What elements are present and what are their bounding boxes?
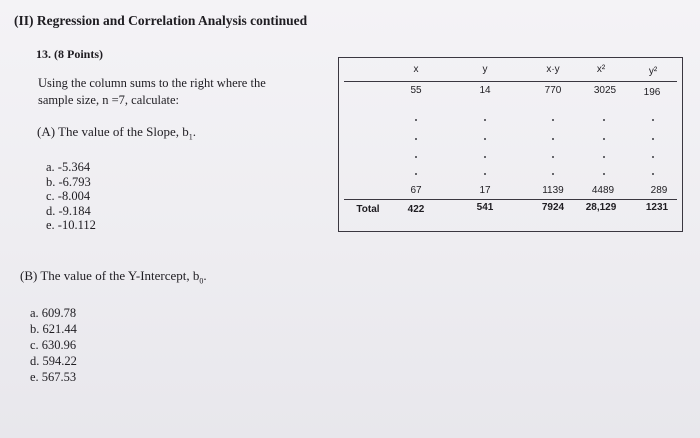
total-x-squared: 28,129: [585, 202, 617, 213]
total-label: Total: [356, 204, 380, 215]
question-instructions: [38, 75, 266, 109]
part-a-option-e: e. -10.112: [46, 218, 96, 233]
total-y-squared: 1231: [645, 202, 669, 213]
ellipsis-dot: [552, 173, 554, 175]
part-a-option-b: b. -6.793: [46, 174, 91, 189]
first-row-y-squared: 196: [643, 87, 661, 98]
ellipsis-dot: [552, 119, 554, 121]
header-y-squared: y²: [648, 66, 658, 77]
ellipsis-dot: [484, 156, 486, 158]
ellipsis-dot: [652, 156, 654, 158]
total-x: 422: [407, 204, 425, 215]
part-b-option-e: e. 567.53: [30, 370, 77, 384]
header-x-squared: x²: [596, 64, 606, 75]
ellipsis-dot: [484, 138, 486, 140]
ellipsis-dot: [552, 138, 554, 140]
part-a-prompt-end: .: [192, 124, 196, 139]
part-b-option-a: a. 609.78: [30, 306, 77, 320]
ellipsis-dot: [603, 173, 605, 175]
ellipsis-dot: [603, 156, 605, 158]
part-b-option-b: b. 621.44: [30, 322, 77, 336]
part-a-option-d: d. -9.184: [46, 203, 91, 218]
instruction-line-2: sample size, n =7, calculate:: [38, 93, 180, 107]
total-y: 541: [476, 202, 494, 213]
ellipsis-dot: [603, 119, 605, 121]
ellipsis-dot: [652, 119, 654, 121]
ellipsis-dot: [415, 156, 417, 158]
part-b-prompt-text: (B) The value of the Y-Intercept, b: [20, 268, 200, 283]
total-xy: 7924: [541, 202, 565, 213]
part-a-option-c: c. -8.004: [46, 189, 91, 204]
section-heading: (II) Regression and Correlation Analysis continued: [14, 13, 308, 28]
part-a-prompt: [37, 124, 196, 140]
part-b-option-d: d. 594.22: [30, 354, 77, 368]
ellipsis-dot: [552, 156, 554, 158]
part-b-options: [30, 305, 77, 385]
ellipsis-dot: [484, 173, 486, 175]
first-row-y: 14: [479, 85, 491, 96]
ellipsis-dot: [415, 138, 417, 140]
last-row-x-squared: 4489: [591, 185, 615, 196]
ellipsis-dot: [415, 119, 417, 121]
part-a-prompt-subscript: 1: [188, 132, 193, 142]
question-number: 13. (8 Points): [36, 47, 103, 61]
first-row-x: 55: [410, 85, 422, 96]
data-table: [338, 57, 683, 232]
part-a-options: [46, 160, 96, 233]
part-b-prompt: [20, 268, 207, 284]
last-row-xy: 1139: [542, 185, 564, 196]
last-row-y: 17: [479, 185, 491, 196]
part-a-option-a: a. -5.364: [46, 160, 91, 174]
first-row-x-squared: 3025: [593, 85, 617, 96]
part-b-prompt-subscript: 0: [199, 276, 204, 286]
ellipsis-dot: [652, 173, 654, 175]
last-row-y-squared: 289: [650, 185, 668, 196]
header-xy: x·y: [546, 64, 560, 75]
part-a-prompt-text: (A) The value of the Slope, b: [37, 124, 189, 139]
header-rule: [344, 81, 677, 82]
ellipsis-dot: [603, 138, 605, 140]
ellipsis-dot: [415, 173, 417, 175]
last-row-x: 67: [410, 185, 422, 196]
part-b-option-c: c. 630.96: [30, 338, 77, 352]
ellipsis-dot: [484, 119, 486, 121]
first-row-xy: 770: [544, 85, 562, 96]
instruction-line-1: Using the column sums to the right where the: [38, 76, 266, 90]
header-y: y: [482, 64, 488, 75]
header-x: x: [413, 64, 419, 75]
total-rule: [344, 199, 677, 200]
part-b-prompt-end: .: [203, 268, 207, 283]
ellipsis-dot: [652, 138, 654, 140]
